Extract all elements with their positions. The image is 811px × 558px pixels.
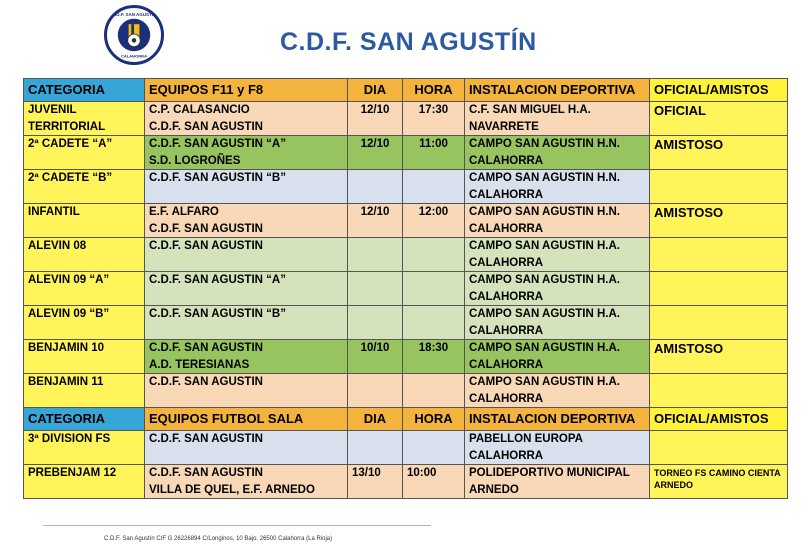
cell-line — [28, 289, 144, 306]
cell-line: CALAHORRA — [469, 324, 544, 337]
cell-line: C.D.F. SAN AGUSTIN “A” — [149, 138, 286, 150]
cell-line: CAMPO SAN AGUSTIN H.A. — [469, 308, 620, 320]
cell-hora — [403, 170, 465, 204]
table-row — [24, 340, 788, 374]
cell-line: CAMPO SAN AGUSTIN H.N. — [469, 138, 620, 150]
cell-line — [149, 391, 347, 408]
cell-line: VILLA DE QUEL, E.F. ARNEDO — [149, 483, 315, 496]
table-row — [24, 272, 788, 306]
cell-categoria — [24, 272, 145, 306]
cell-dia: 12/10 — [348, 136, 403, 170]
table-row — [24, 431, 788, 465]
table-row — [24, 170, 788, 204]
cell-dia — [348, 238, 403, 272]
cell-equipos — [145, 465, 348, 499]
cell-equipos — [145, 204, 348, 238]
header-hora: HORA — [403, 408, 465, 431]
cell-line — [149, 255, 347, 272]
cell-line: C.P. CALASANCIO — [149, 104, 250, 116]
logo-text-top: C.D.F. SAN AGUSTIN — [111, 12, 157, 18]
cell-line: C.D.F. SAN AGUSTIN — [149, 222, 263, 235]
cell-categoria — [24, 431, 145, 465]
cell-line — [149, 187, 347, 204]
cell-instalacion — [465, 204, 650, 238]
header-instalacion: INSTALACION DEPORTIVA — [465, 79, 650, 102]
table-row — [24, 306, 788, 340]
cell-line: ALEVIN 09 “B” — [28, 308, 110, 320]
cell-line: C.D.F. SAN AGUSTIN — [149, 376, 263, 388]
cell-line: CALAHORRA — [469, 222, 544, 235]
cell-line: ARNEDO — [469, 483, 519, 496]
cell-categoria — [24, 374, 145, 408]
cell-oficial-amistoso — [650, 170, 788, 204]
cell-oficial-amistoso — [650, 306, 788, 340]
cell-categoria — [24, 306, 145, 340]
cell-line: BENJAMIN 11 — [28, 376, 104, 388]
page-title: C.D.F. SAN AGUSTÍN — [280, 28, 537, 56]
cell-dia: 12/10 — [348, 204, 403, 238]
cell-line: C.D.F. SAN AGUSTIN “B” — [149, 172, 286, 184]
cell-line — [28, 255, 144, 272]
table-row — [24, 238, 788, 272]
cell-oficial-amistoso: TORNEO FS CAMINO CIENTA ARNEDO — [650, 465, 788, 499]
table-row — [24, 102, 788, 136]
cell-line: E.F. ALFARO — [149, 206, 219, 218]
header-categoria: CATEGORIA — [24, 408, 145, 431]
cell-oficial-amistoso — [650, 272, 788, 306]
cell-line — [28, 221, 144, 238]
cell-oficial-amistoso — [650, 238, 788, 272]
cell-hora — [403, 374, 465, 408]
cell-dia — [348, 170, 403, 204]
cell-line — [28, 391, 144, 408]
cell-equipos — [145, 340, 348, 374]
cell-line: TERRITORIAL — [28, 120, 106, 133]
cell-categoria — [24, 204, 145, 238]
cell-line — [28, 448, 144, 465]
table-row — [24, 374, 788, 408]
cell-line: CALAHORRA — [469, 188, 544, 201]
cell-instalacion — [465, 170, 650, 204]
cell-line: NAVARRETE — [469, 120, 539, 133]
cell-line: JUVENIL — [28, 104, 77, 116]
cell-line: CALAHORRA — [469, 449, 544, 462]
cell-line — [149, 323, 347, 340]
cell-equipos — [145, 102, 348, 136]
schedule-table — [23, 78, 788, 499]
cell-line: POLIDEPORTIVO MUNICIPAL — [469, 467, 630, 479]
cell-instalacion — [465, 374, 650, 408]
cell-line: CAMPO SAN AGUSTIN H.A. — [469, 240, 620, 252]
cell-hora: 17:30 — [403, 102, 465, 136]
cell-line: INFANTIL — [28, 206, 80, 218]
cell-categoria — [24, 465, 145, 499]
cell-line: ALEVIN 08 — [28, 240, 87, 252]
cell-line: S.D. LOGROÑES — [149, 154, 241, 167]
cell-line: C.D.F. SAN AGUSTIN — [149, 467, 263, 479]
cell-line: PABELLON EUROPA — [469, 433, 583, 445]
cell-oficial-amistoso — [650, 374, 788, 408]
cell-line: CAMPO SAN AGUSTIN H.N. — [469, 206, 620, 218]
cell-line: 3ª DIVISION FS — [28, 433, 111, 445]
cell-instalacion — [465, 136, 650, 170]
club-crest-icon — [107, 8, 161, 62]
header-instalacion: INSTALACION DEPORTIVA — [465, 408, 650, 431]
cell-hora: 12:00 — [403, 204, 465, 238]
cell-dia — [348, 306, 403, 340]
cell-line: CAMPO SAN AGUSTIN H.N. — [469, 172, 620, 184]
cell-line: C.D.F. SAN AGUSTIN — [149, 433, 263, 445]
cell-equipos — [145, 238, 348, 272]
cell-dia: 13/10 — [348, 465, 403, 499]
cell-instalacion — [465, 465, 650, 499]
cell-line — [149, 448, 347, 465]
cell-line: CAMPO SAN AGUSTIN H.A. — [469, 376, 620, 388]
cell-categoria — [24, 238, 145, 272]
header-dia: DIA — [348, 408, 403, 431]
cell-oficial-amistoso: OFICIAL — [650, 102, 788, 136]
cell-line: CALAHORRA — [469, 358, 544, 371]
cell-equipos — [145, 272, 348, 306]
cell-line: CAMPO SAN AGUSTIN H.A. — [469, 342, 620, 354]
cell-dia: 12/10 — [348, 102, 403, 136]
cell-hora — [403, 431, 465, 465]
cell-line: C.D.F. SAN AGUSTIN — [149, 342, 263, 354]
cell-line — [28, 187, 144, 204]
cell-line — [28, 482, 144, 499]
cell-hora: 10:00 — [403, 465, 465, 499]
header-categoria: CATEGORIA — [24, 79, 145, 102]
cell-line — [28, 357, 144, 374]
cell-dia: 10/10 — [348, 340, 403, 374]
cell-oficial-amistoso: AMISTOSO — [650, 340, 788, 374]
logo-text-bottom: CALAHORRA — [121, 53, 147, 59]
cell-line: CALAHORRA — [469, 392, 544, 405]
cell-line: CALAHORRA — [469, 290, 544, 303]
cell-instalacion — [465, 431, 650, 465]
cell-instalacion — [465, 306, 650, 340]
cell-line: C.D.F. SAN AGUSTIN — [149, 120, 263, 133]
cell-instalacion — [465, 340, 650, 374]
header-dia: DIA — [348, 79, 403, 102]
table-row — [24, 136, 788, 170]
cell-line: 2ª CADETE “B” — [28, 172, 113, 184]
cell-line: C.D.F. SAN AGUSTIN “B” — [149, 308, 286, 320]
cell-oficial-amistoso — [650, 431, 788, 465]
cell-hora — [403, 272, 465, 306]
cell-line — [28, 153, 144, 170]
table-row — [24, 465, 788, 499]
cell-equipos — [145, 431, 348, 465]
cell-line: C.D.F. SAN AGUSTIN “A” — [149, 274, 286, 286]
header-oficial: OFICIAL/AMISTOS — [650, 408, 788, 431]
header-oficial: OFICIAL/AMISTOS — [650, 79, 788, 102]
footer-divider — [43, 525, 431, 526]
cell-hora — [403, 238, 465, 272]
cell-hora — [403, 306, 465, 340]
header-row — [24, 408, 788, 431]
cell-line: BENJAMIN 10 — [28, 342, 105, 354]
cell-dia — [348, 374, 403, 408]
cell-line: CALAHORRA — [469, 154, 544, 167]
cell-equipos — [145, 374, 348, 408]
footer-address: C.D.F. San Agustín CIF G 26226894 C/Longinos, 10 Bajo. 26500 Calahorra (La Rioja) — [104, 536, 333, 542]
cell-line — [149, 289, 347, 306]
cell-line: C.D.F. SAN AGUSTIN — [149, 240, 263, 252]
header-row — [24, 79, 788, 102]
cell-oficial-amistoso: AMISTOSO — [650, 136, 788, 170]
cell-hora: 11:00 — [403, 136, 465, 170]
cell-equipos — [145, 170, 348, 204]
cell-categoria — [24, 102, 145, 136]
cell-line: CAMPO SAN AGUSTIN H.A. — [469, 274, 620, 286]
header-equipos: EQUIPOS F11 y F8 — [145, 79, 348, 102]
cell-line: C.F. SAN MIGUEL H.A. — [469, 104, 591, 116]
cell-equipos — [145, 136, 348, 170]
cell-line: A.D. TERESIANAS — [149, 358, 250, 371]
cell-instalacion — [465, 238, 650, 272]
cell-line: 2ª CADETE “A” — [28, 138, 113, 150]
table-row — [24, 204, 788, 238]
cell-oficial-amistoso: AMISTOSO — [650, 204, 788, 238]
cell-equipos — [145, 306, 348, 340]
cell-line: CALAHORRA — [469, 256, 544, 269]
cell-instalacion — [465, 272, 650, 306]
header-hora: HORA — [403, 79, 465, 102]
cell-categoria — [24, 340, 145, 374]
cell-categoria — [24, 170, 145, 204]
cell-line: PREBENJAM 12 — [28, 467, 117, 479]
cell-instalacion — [465, 102, 650, 136]
header-equipos: EQUIPOS FUTBOL SALA — [145, 408, 348, 431]
cell-line: ALEVIN 09 “A” — [28, 274, 110, 286]
club-logo — [104, 5, 164, 65]
cell-dia — [348, 272, 403, 306]
cell-categoria — [24, 136, 145, 170]
cell-dia — [348, 431, 403, 465]
cell-line — [28, 323, 144, 340]
cell-hora: 18:30 — [403, 340, 465, 374]
